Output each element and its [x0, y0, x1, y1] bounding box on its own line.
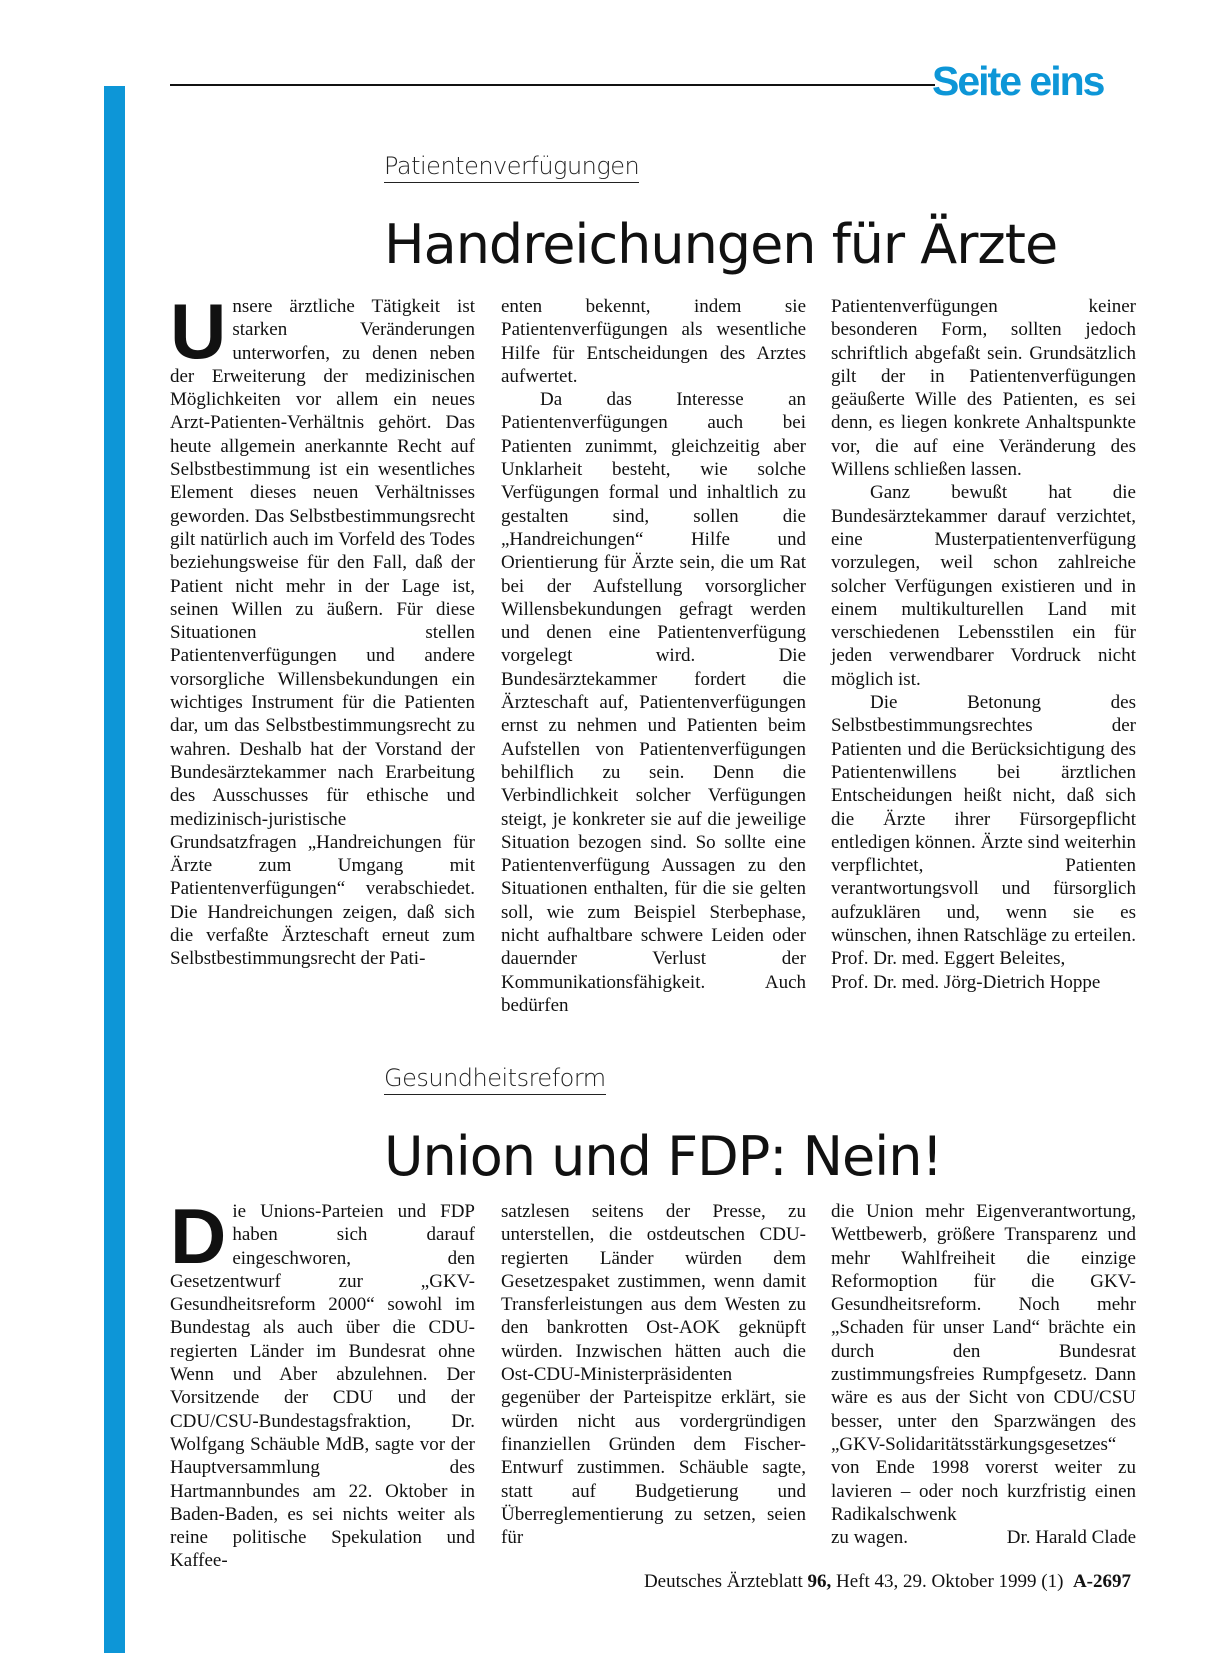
article1-drop-cap: U [170, 287, 227, 375]
article2-column-3 [831, 1200, 1136, 1549]
section-label: Seite eins [932, 58, 1104, 104]
article2-author: Dr. Harald Clade [1006, 1527, 1136, 1549]
article1-column-3 [831, 295, 1136, 994]
article2-author-line [831, 1526, 1136, 1549]
article2-kicker: Gesundheitsreform [384, 1064, 606, 1095]
article1-author-1: Prof. Dr. med. Eggert Beleites, [831, 948, 1066, 970]
article1-author-2: Prof. Dr. med. Jörg-Dietrich Hoppe [831, 971, 1101, 993]
article1-col3-para1: Patientenverfügungen keiner besonderen Form, sollten jedoch schriftlich abgefaßt sein. Grundsätzlich gilt der in Patientenverfügungen geäußerte Wille des Patienten, es sei denn, es liegen konkrete Anhaltspunkte vor, die auf eine Veränderung des Willens schließen lassen. [831, 296, 1136, 481]
blue-side-bar [104, 86, 125, 1653]
article2-col1-text: ie Unions-Parteien und FDP haben sich darauf eingeschworen, den Gesetzentwurf zur „GKV-Gesundheitsreform 2000“ sowohl im Bundestag als auch über die CDU-regierten Länder im Bundesrat ohne Wenn und Aber abzulehnen. Der Vorsitzende der CDU und der CDU/CSU-Bundestagsfraktion, Dr. Wolfgang Schäuble MdB, sagte vor der Hauptversammlung des Hartmannbundes am 22. Oktober in Baden-Baden, es sei nichts weiter als reine politische Spekulation und Kaffee- [170, 1201, 475, 1572]
footer-volume: 96, [807, 1571, 832, 1592]
article2-col3-text: die Union mehr Eigenverantwortung, Wettbewerb, größere Transparenz und mehr Wahlfreiheit die einzige Reformoption für die GKV-Gesundheitsreform. Noch mehr „Schaden für unser Land“ brächte ein durch den Bundesrat zustimmungsfreies Rumpfgesetz. Dann wäre es aus der Sicht von CDU/CSU besser, unter den Sparzwängen des „GKV-Solidaritätsstärkungsgesetzes“ von Ende 1998 vorerst weiter zu lavieren – oder noch kurzfristig einen Radikalschwenk [831, 1201, 1136, 1525]
article2-col2-text: satzlesen seitens der Presse, zu unterstellen, die ostdeutschen CDU-regierten Länder würden dem Gesetzespaket zustimmen, wenn damit Transferleistungen aus dem Westen zu den bankrotten Ost-AOK geknüpft würden. Inzwischen hätten auch die Ost-CDU-Ministerpräsidenten gegenüber der Parteispitze erklärt, sie würden nicht aus vordergründigen finanziellen Gründen dem Fischer-Entwurf zustimmen. Schäuble sagte, statt auf Budgetierung und Überreglementierung zu setzen, seien für [501, 1201, 806, 1549]
footer-page-number: A-2697 [1072, 1571, 1131, 1592]
article1-col1-text: nsere ärztliche Tätigkeit ist starken Veränderungen unterworfen, zu denen neben der Erweiterung der medizinischen Möglichkeiten vor allem ein neues Arzt-Patienten-Verhältnis gehört. Das heute allgemein anerkannte Recht auf Selbstbestimmung ist ein wesentliches Element dieses neuen Verhältnisses geworden. Das Selbstbestimmungsrecht gilt natürlich auch im Vorfeld des Todes beziehungsweise für den Fall, daß der Patient nicht mehr in der Lage ist, seinen Willen zu äußern. Für diese Situationen stellen Patientenverfügungen und andere vorsorgliche Willensbekundungen ein wichtiges Instrument für die Patienten dar, um das Selbstbestimmungsrecht zu wahren. Deshalb hat der Vorstand der Bundesärztekammer nach Erarbeitung des Ausschusses für ethische und medizinisch-juristische Grundsatzfragen „Handreichungen für Ärzte zum Umgang mit Patientenverfügungen“ verabschiedet. Die Handreichungen zeigen, daß sich die verfaßte Ärzteschaft erneut zum Selbstbestimmungsrecht der Pati- [170, 296, 475, 970]
article2-drop-cap: D [170, 1192, 227, 1280]
article1-column-1 [170, 287, 475, 971]
article2-last-words: zu wagen. [831, 1527, 909, 1549]
article1-col3-para2: Ganz bewußt hat die Bundesärztekammer darauf verzichtet, eine Musterpatientenverfügung vorzulegen, weil schon zahlreiche solcher Verfügungen existieren und in einem multikulturellen Land mit verschiedenen Lebensstilen ein für jeden verwendbarer Vordruck nicht möglich ist. [831, 482, 1136, 690]
header-rule [170, 84, 935, 86]
article1-col3-para3: Die Betonung des Selbstbestimmungsrechtes der Patienten und die Berücksichtigung des Patientenwillens bei ärztlichen Entscheidungen heißt nicht, daß sich die Ärzte ihrer Fürsorgepflicht entledigen können. Ärzte sind weiterhin verpflichtet, Patienten verantwortungsvoll und fürsorglich aufzuklären und, wenn sie es wünschen, ihnen Ratschläge zu erteilen. [831, 692, 1136, 947]
article1-col2-para1: enten bekennt, indem sie Patientenverfügungen als wesentliche Hilfe für Entscheidungen des Arztes aufwertet. [501, 296, 806, 387]
footer-journal: Deutsches Ärzteblatt [643, 1571, 803, 1592]
article2-headline: Union und FDP: Nein! [384, 1125, 943, 1188]
article1-column-2 [501, 295, 806, 1017]
article2-column-1 [170, 1192, 475, 1573]
page-footer [170, 1571, 1131, 1593]
article1-col2-para2: Da das Interesse an Patientenverfügungen auch bei Patienten zunimmt, gleichzeitig aber Unklarheit besteht, wie solche Verfügungen formal und inhaltlich zu gestalten sind, sollen die „Handreichungen“ Hilfe und Orientierung für Ärzte sein, die um Rat bei der Aufstellung vorsorglicher Willensbekundungen gefragt werden und denen eine Patientenverfügung vorgelegt wird. Die Bundesärztekammer fordert die Ärzteschaft auf, Patientenverfügungen ernst zu nehmen und Patienten beim Aufstellen von Patientenverfügungen behilflich zu sein. Denn die Verbindlichkeit solcher Verfügungen steigt, je konkreter sie auf die jeweilige Situation bezogen sind. So sollte eine Patientenverfügung Aussagen zu den Situationen enthalten, für die sie gelten soll, wie zum Beispiel Sterbephase, nicht aufhaltbare schwere Leiden oder dauernder Verlust der Kommunikationsfähigkeit. Auch bedürfen [501, 389, 806, 1016]
footer-issue-date: Heft 43, 29. Oktober 1999 (1) [836, 1571, 1064, 1592]
article1-kicker: Patientenverfügungen [384, 152, 639, 183]
article2-column-2 [501, 1200, 806, 1549]
article1-headline: Handreichungen für Ärzte [384, 213, 1058, 276]
